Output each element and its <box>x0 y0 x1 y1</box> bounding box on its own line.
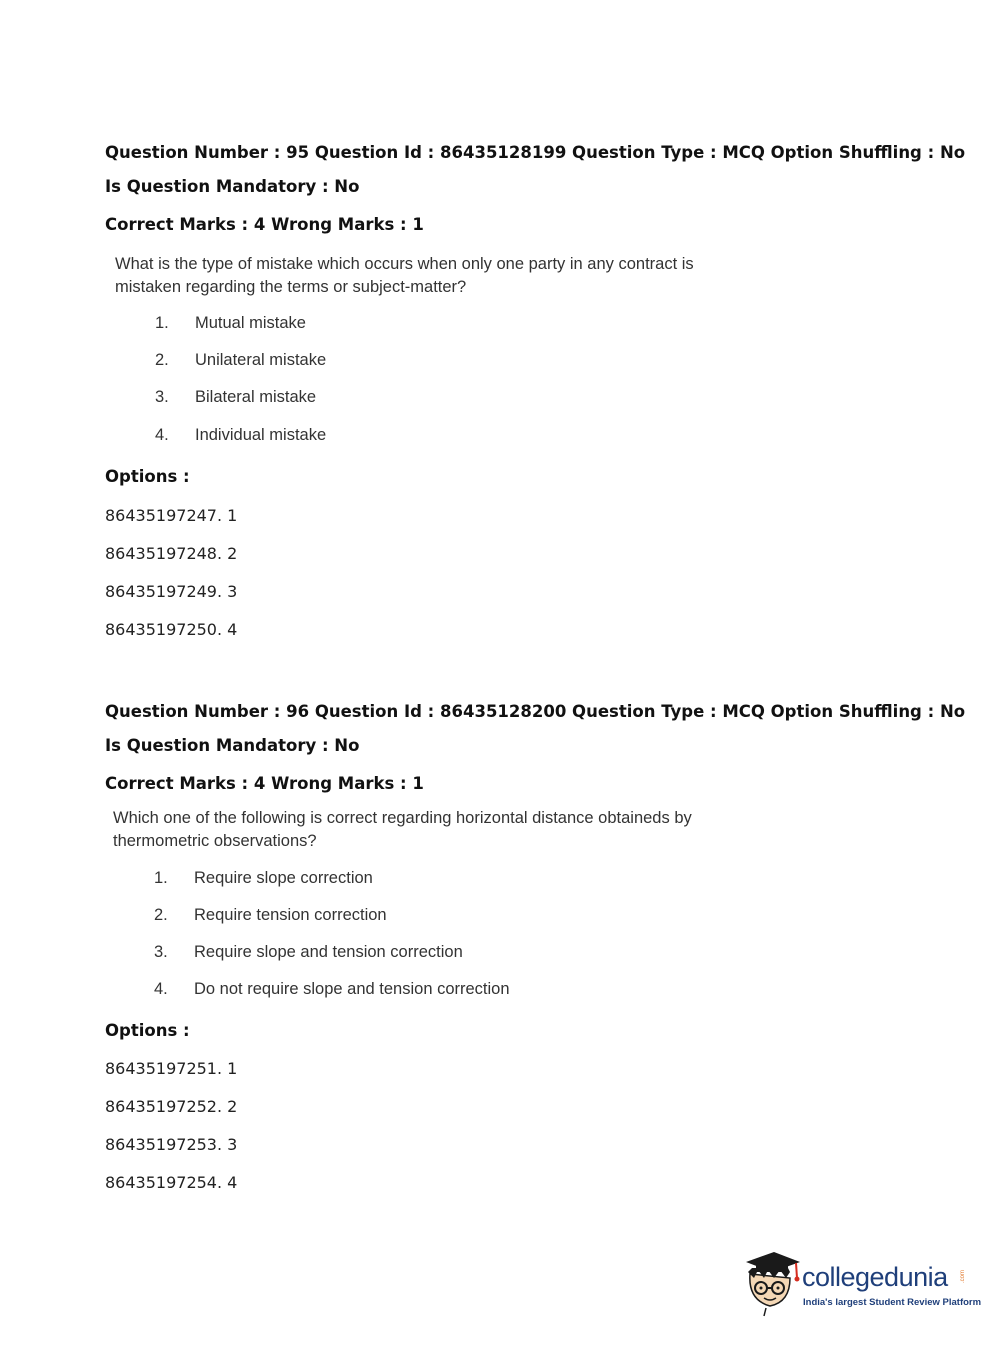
option-id: 86435197251. 1 <box>105 1059 238 1078</box>
question-marks: Correct Marks : 4 Wrong Marks : 1 <box>105 774 424 793</box>
question-header: Question Number : 95 Question Id : 86435128199 Question Type : MCQ Option Shuffling : No <box>105 143 966 162</box>
options-label: Options : <box>105 467 190 486</box>
choice-text: Individual mistake <box>195 426 327 444</box>
question-stem-line: thermometric observations? <box>113 832 317 850</box>
question-mandatory: Is Question Mandatory : No <box>105 736 360 755</box>
option-id: 86435197250. 4 <box>105 620 238 639</box>
collegedunia-logo <box>740 1248 982 1318</box>
options-label: Options : <box>105 1021 190 1040</box>
choice-number: 3. <box>155 388 169 406</box>
option-id: 86435197253. 3 <box>105 1135 238 1154</box>
logo-suffix: .com <box>960 1270 966 1284</box>
question-marks: Correct Marks : 4 Wrong Marks : 1 <box>105 215 424 234</box>
choice-text: Bilateral mistake <box>195 388 317 406</box>
choice-number: 4. <box>154 980 168 998</box>
question-stem <box>113 807 753 853</box>
choice-text: Require slope correction <box>194 869 373 887</box>
option-id: 86435197248. 2 <box>105 544 238 563</box>
question-stem-line: Which one of the following is correct regarding horizontal distance obtaineds by <box>113 809 692 827</box>
choice-text: Require tension correction <box>194 906 387 924</box>
choice-text: Require slope and tension correction <box>194 943 463 961</box>
question-stem-line: What is the type of mistake which occurs when only one party in any contract is <box>115 255 694 273</box>
option-id: 86435197254. 4 <box>105 1173 238 1192</box>
question-stem-line: mistaken regarding the terms or subject-matter? <box>115 278 467 296</box>
question-header: Question Number : 96 Question Id : 86435128200 Question Type : MCQ Option Shuffling : No <box>105 702 966 721</box>
option-id: 86435197249. 3 <box>105 582 238 601</box>
choice-number: 4. <box>155 426 169 444</box>
choice-text: Mutual mistake <box>195 314 306 332</box>
logo-tagline: India's largest Student Review Platform <box>803 1297 982 1308</box>
mascot-icon <box>740 1248 802 1318</box>
option-id: 86435197252. 2 <box>105 1097 238 1116</box>
question-mandatory: Is Question Mandatory : No <box>105 177 360 196</box>
question-stem <box>115 253 755 299</box>
choice-number: 1. <box>154 869 168 887</box>
choice-text: Unilateral mistake <box>195 351 327 369</box>
choice-number: 2. <box>154 906 168 924</box>
choice-number: 3. <box>154 943 168 961</box>
choice-number: 2. <box>155 351 169 369</box>
choice-number: 1. <box>155 314 169 332</box>
option-id: 86435197247. 1 <box>105 506 238 525</box>
logo-wordmark: collegedunia <box>802 1262 948 1292</box>
choice-text: Do not require slope and tension correction <box>194 980 510 998</box>
